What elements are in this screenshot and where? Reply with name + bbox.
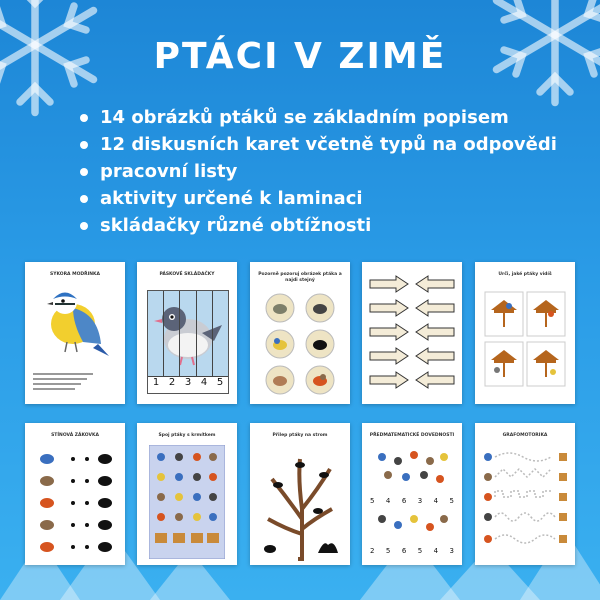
puzzle-number: 3 [184, 377, 192, 388]
count-number: 5 [385, 547, 391, 555]
text-lines [33, 370, 93, 393]
bird-feeder-icons [483, 290, 567, 390]
counting-birds-icon [370, 447, 454, 497]
puzzle-number: 5 [216, 377, 224, 388]
count-number: 4 [433, 497, 439, 505]
preview-shadow-match [25, 423, 125, 565]
puzzle-number: 4 [200, 377, 208, 388]
feature-list [78, 104, 557, 239]
blue-tit-icon [43, 284, 109, 356]
preview-tracing [475, 423, 575, 565]
arrow-icons [368, 274, 456, 394]
preview-feeder-cards [475, 262, 575, 404]
preview-feeder-grid [137, 423, 237, 565]
count-number: 4 [385, 497, 391, 505]
counting-birds-lower-icon [370, 509, 454, 545]
feature-item: 14 obrázků ptáků se základním popisem [78, 104, 557, 131]
preview-caption: PÁSKOVÉ SKLÁDAČKY [159, 272, 215, 277]
preview-caption: Urči, jaké ptáky vidíš [498, 272, 552, 277]
page-title: PTÁCI V ZIMĚ [153, 36, 447, 77]
tree-icon [258, 449, 342, 561]
count-number: 6 [401, 547, 407, 555]
shadow-birds-icon [33, 449, 117, 559]
bird-grid-icon [149, 445, 225, 559]
preview-strip-puzzle [137, 262, 237, 404]
puzzle-number: 2 [168, 377, 176, 388]
count-number: 3 [449, 547, 454, 555]
preview-caption: GRAFOMOTORIKA [502, 433, 548, 438]
preview-caption: Pozorně pozoruj obrázek ptáka a najdi stejný [258, 272, 342, 283]
count-row-top [370, 497, 454, 505]
count-number: 5 [370, 497, 375, 505]
preview-caption: STÍNOVÁ ZÁKOVKA [51, 433, 99, 438]
count-number: 6 [401, 497, 407, 505]
feature-item: aktivity určené k laminaci [78, 185, 557, 212]
count-number: 3 [417, 497, 423, 505]
preview-caption: SÝKORA MODŘINKA [49, 272, 101, 277]
preview-caption: PŘEDMATEMATICKÉ DOVEDNOSTI [369, 433, 455, 438]
count-number: 2 [370, 547, 375, 555]
preview-tree-silhouette [250, 423, 350, 565]
count-number: 5 [449, 497, 454, 505]
puzzle-number: 1 [152, 377, 160, 388]
preview-caption: Spoj ptáky s krmítkem [158, 433, 216, 438]
tracing-lines-icon [481, 447, 569, 559]
preview-bird-circles [250, 262, 350, 404]
feature-item: pracovní listy [78, 158, 557, 185]
count-number: 5 [417, 547, 423, 555]
count-number: 4 [433, 547, 439, 555]
feature-item: skládačky různé obtížnosti [78, 212, 557, 239]
preview-caption: Přilep ptáky na strom [272, 433, 328, 438]
preview-arrow-cards [362, 262, 462, 404]
bird-circles-icon [260, 290, 340, 398]
feature-item: 12 diskusních karet včetně typů na odpovědi [78, 131, 557, 158]
preview-counting [362, 423, 462, 565]
preview-bird-card [25, 262, 125, 404]
count-row-bottom [370, 547, 454, 555]
